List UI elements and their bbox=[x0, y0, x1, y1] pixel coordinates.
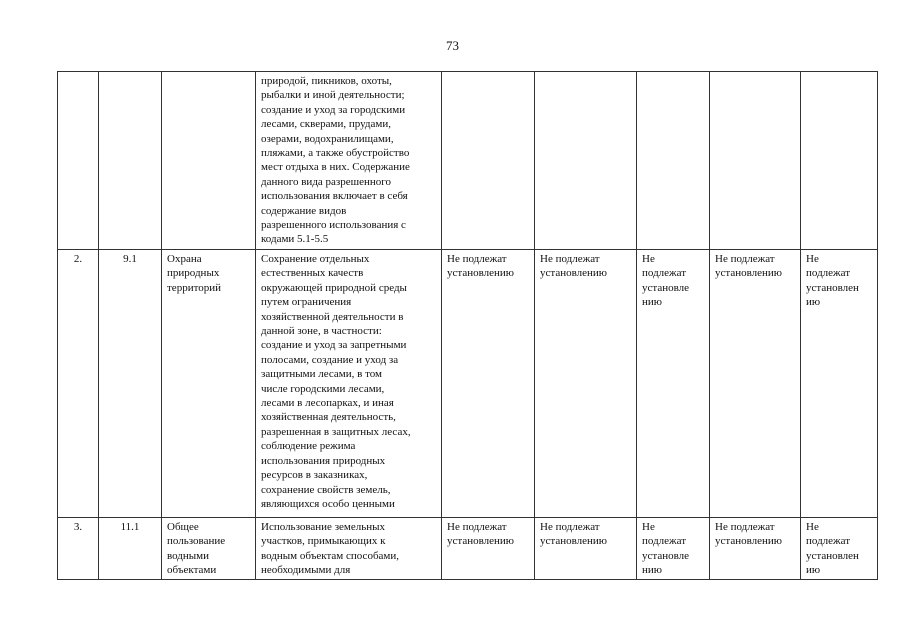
cell-text-line: природой, пикников, охоты, bbox=[261, 75, 392, 87]
cell-text-line: полосами, создание и уход за bbox=[261, 353, 399, 366]
cell-text-line: Не подлежат bbox=[540, 253, 600, 265]
cell-text-line: создание и уход за городскими bbox=[261, 103, 406, 116]
cell-text-line: территорий bbox=[167, 281, 222, 294]
cell-text-line: разрешенного использования с bbox=[261, 219, 406, 232]
cont-param-cell-5 bbox=[801, 72, 878, 250]
cell-text-line: подлежат bbox=[806, 535, 851, 548]
cell-text-line: Не подлежат bbox=[447, 521, 507, 533]
cell-text-line: нию bbox=[642, 564, 662, 577]
cell-text-line: природных bbox=[167, 267, 220, 280]
cell-text-line: установлению bbox=[447, 267, 515, 280]
cont-param-cell-3 bbox=[637, 72, 710, 250]
cell-text-line: подлежат bbox=[642, 267, 687, 280]
cont-param-cell-1 bbox=[442, 72, 535, 250]
cell-text-line: путем ограничения bbox=[261, 296, 352, 309]
cell-text-line: водным объектам способами, bbox=[261, 549, 400, 562]
cell-text-line: Не подлежат bbox=[715, 521, 775, 533]
cell-text-line: подлежат bbox=[806, 267, 851, 280]
row-param-1 bbox=[442, 518, 535, 580]
cell-text-line: участков, примыкающих к bbox=[261, 535, 386, 548]
cell-text-line: являющихся особо ценными bbox=[261, 497, 395, 510]
cell-text-line: Не подлежат bbox=[540, 521, 600, 533]
row-number: 2. bbox=[58, 250, 99, 518]
row-description bbox=[256, 250, 442, 518]
cell-text-line: установле bbox=[642, 281, 690, 294]
cell-text-line: соблюдение режима bbox=[261, 440, 356, 453]
row-name bbox=[162, 250, 256, 518]
cell-text-line: Не bbox=[642, 521, 655, 533]
row-param-5 bbox=[801, 250, 878, 518]
cell-text-line: установлен bbox=[806, 281, 859, 294]
cell-text-line: необходимыми для bbox=[261, 564, 351, 577]
row-number: 3. bbox=[58, 518, 99, 580]
table-row bbox=[58, 250, 878, 518]
row-param-4 bbox=[710, 518, 801, 580]
cell-text-line: кодами 5.1-5.5 bbox=[261, 233, 329, 246]
row-param-1 bbox=[442, 250, 535, 518]
cell-text-line: установлен bbox=[806, 549, 859, 562]
cell-text-line: озерами, водохранилищами, bbox=[261, 132, 394, 145]
cell-text-line: установлению bbox=[447, 535, 515, 548]
row-param-3 bbox=[637, 250, 710, 518]
cont-code-cell bbox=[99, 72, 162, 250]
cell-text-line: Не подлежат bbox=[447, 253, 507, 265]
cell-text-line: лесами в лесопарках, и иная bbox=[261, 397, 394, 410]
row-param-5 bbox=[801, 518, 878, 580]
row-param-2 bbox=[535, 250, 637, 518]
cell-text-line: окружающей природной среды bbox=[261, 281, 407, 294]
cell-text-line: Не подлежат bbox=[715, 253, 775, 265]
cell-text-line: установлению bbox=[540, 535, 608, 548]
cell-text-line: естественных качеств bbox=[261, 267, 364, 280]
cell-text-line: установле bbox=[642, 549, 690, 562]
cell-text-line: рыбалки и иной деятельности; bbox=[261, 89, 405, 102]
table-row bbox=[58, 518, 878, 580]
cell-text-line: водными bbox=[167, 549, 210, 562]
row-param-3 bbox=[637, 518, 710, 580]
cell-text-line: Общее bbox=[167, 521, 199, 533]
cell-text-line: ию bbox=[806, 564, 821, 577]
cell-text-line: Не bbox=[806, 521, 819, 533]
cell-text-line: мест отдыха в них. Содержание bbox=[261, 161, 410, 174]
cont-number-cell bbox=[58, 72, 99, 250]
cell-text-line: установлению bbox=[715, 267, 783, 280]
cell-text-line: данной зоне, в частности: bbox=[261, 325, 382, 338]
cont-param-cell-4 bbox=[710, 72, 801, 250]
cell-text-line: хозяйственной деятельности в bbox=[261, 310, 404, 323]
cell-text-line: Использование земельных bbox=[261, 521, 386, 533]
cell-text-line: сохранение свойств земель, bbox=[261, 483, 391, 496]
cell-text-line: подлежат bbox=[642, 535, 687, 548]
cell-text-line: установлению bbox=[715, 535, 783, 548]
cell-text-line: объектами bbox=[167, 564, 217, 577]
cell-text-line: лесами, скверами, прудами, bbox=[261, 118, 391, 131]
cell-text-line: создание и уход за запретными bbox=[261, 339, 407, 352]
cell-text-line: использования природных bbox=[261, 454, 386, 467]
cont-param-cell-2 bbox=[535, 72, 637, 250]
cell-text-line: пользование bbox=[167, 535, 226, 548]
cell-text-line: ресурсов в заказниках, bbox=[261, 469, 368, 482]
row-param-2 bbox=[535, 518, 637, 580]
cell-text-line: числе городскими лесами, bbox=[261, 382, 385, 395]
cell-text-line: установлению bbox=[540, 267, 608, 280]
row-description bbox=[256, 518, 442, 580]
cell-text-line: данного вида разрешенного bbox=[261, 175, 392, 188]
land-use-table bbox=[57, 71, 878, 580]
row-name bbox=[162, 518, 256, 580]
cell-text-line: пляжами, а также обустройство bbox=[261, 147, 410, 160]
page-number: 73 bbox=[446, 38, 459, 53]
cell-text-line: нию bbox=[642, 296, 662, 309]
cont-name-cell bbox=[162, 72, 256, 250]
row-param-4 bbox=[710, 250, 801, 518]
row-code: 11.1 bbox=[99, 518, 162, 580]
row-code: 9.1 bbox=[99, 250, 162, 518]
cell-text-line: использования включает в себя bbox=[261, 190, 408, 203]
cell-text-line: ию bbox=[806, 296, 821, 309]
cont-description-cell bbox=[256, 72, 442, 250]
cell-text-line: Сохранение отдельных bbox=[261, 253, 370, 265]
cell-text-line: хозяйственная деятельность, bbox=[261, 411, 396, 424]
cell-text-line: защитными лесами, в том bbox=[261, 368, 383, 381]
cell-text-line: разрешенная в защитных лесах, bbox=[261, 425, 411, 438]
cell-text-line: Охрана bbox=[167, 253, 202, 265]
cell-text-line: Не bbox=[642, 253, 655, 265]
table-row-continuation bbox=[58, 72, 878, 250]
cell-text-line: Не bbox=[806, 253, 819, 265]
cell-text-line: содержание видов bbox=[261, 204, 347, 217]
